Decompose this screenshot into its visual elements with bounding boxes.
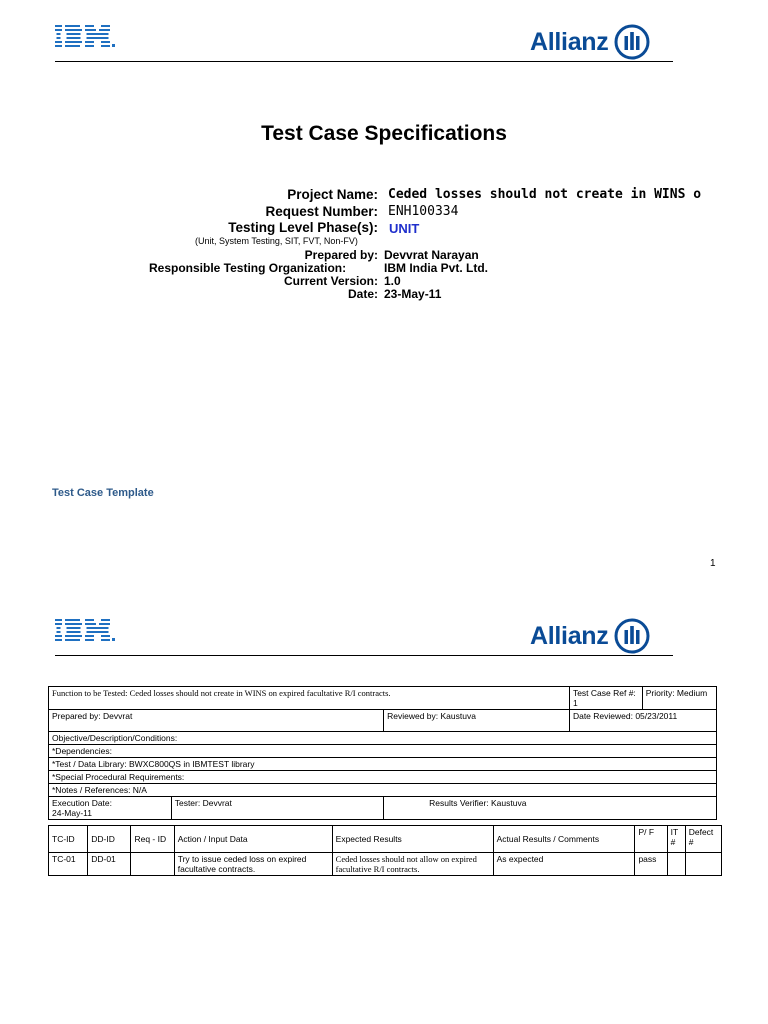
library-cell: *Test / Data Library: BWXC800QS in IBMTEST library bbox=[49, 758, 717, 771]
reviewed-by-cell: Reviewed by: Kaustuva bbox=[384, 710, 570, 732]
prepared-by-cell: Prepared by: Devvrat bbox=[49, 710, 384, 732]
dependencies-cell: *Dependencies: bbox=[49, 745, 717, 758]
ibm-logo bbox=[55, 24, 117, 48]
testing-level-hint: (Unit, System Testing, SIT, FVT, Non-FV) bbox=[195, 236, 358, 246]
request-number-label: Request Number: bbox=[265, 204, 378, 219]
header-req-id: Req - ID bbox=[131, 826, 174, 853]
project-name-label: Project Name: bbox=[287, 187, 378, 202]
org-label: Responsible Testing Organization: bbox=[149, 261, 347, 275]
version-label: Current Version: bbox=[283, 274, 378, 288]
special-requirements-cell: *Special Procedural Requirements: bbox=[49, 771, 717, 784]
steps-table bbox=[48, 825, 722, 876]
prepared-by-value: Devvrat Narayan bbox=[384, 248, 479, 262]
template-title: Test Case Template bbox=[52, 487, 154, 499]
header-defect: Defect # bbox=[685, 826, 721, 853]
org-value: IBM India Pvt. Ltd. bbox=[384, 261, 488, 275]
cell-it bbox=[667, 853, 685, 876]
cell-pf: pass bbox=[635, 853, 667, 876]
cell-defect bbox=[685, 853, 721, 876]
ibm-logo bbox=[55, 618, 117, 642]
header-action: Action / Input Data bbox=[174, 826, 332, 853]
verifier-cell: Results Verifier: Kaustuva bbox=[384, 797, 717, 820]
objective-cell: Objective/Description/Conditions: bbox=[49, 732, 717, 745]
header-pf: P/ F bbox=[635, 826, 667, 853]
steps-header-row bbox=[49, 826, 722, 853]
header-dd-id: DD-ID bbox=[88, 826, 131, 853]
allianz-eagle-icon bbox=[614, 24, 650, 60]
header-actual: Actual Results / Comments bbox=[493, 826, 635, 853]
tester-cell: Tester: Devvrat bbox=[171, 797, 383, 820]
testing-level-label: Testing Level Phase(s): bbox=[228, 220, 378, 235]
execution-date-label: Execution Date: bbox=[52, 798, 113, 808]
execution-date-value: 24-May-11 bbox=[52, 808, 92, 818]
date-value: 23-May-11 bbox=[384, 287, 442, 301]
request-number-value: ENH100334 bbox=[388, 204, 459, 219]
cell-actual: As expected bbox=[493, 853, 635, 876]
date-label: Date: bbox=[347, 287, 378, 301]
cell-expected: Ceded losses should not allow on expired facultative R/I contracts. bbox=[332, 853, 493, 876]
function-cell: Function to be Tested: Ceded losses should not create in WINS on expired facultative R/I contracts. bbox=[49, 687, 570, 710]
project-name-value: Ceded losses should not create in WINS o bbox=[388, 187, 702, 202]
page-number: 1 bbox=[710, 558, 716, 569]
allianz-logo: Allianz bbox=[530, 24, 650, 60]
allianz-logo: Allianz bbox=[530, 618, 650, 654]
cell-tc-id: TC-01 bbox=[49, 853, 88, 876]
header-tc-id: TC-ID bbox=[49, 826, 88, 853]
execution-date-cell bbox=[49, 797, 172, 820]
testing-level-value: UNIT bbox=[389, 221, 420, 236]
version-value: 1.0 bbox=[384, 274, 401, 288]
cell-req-id bbox=[131, 853, 174, 876]
priority-cell: Priority: Medium bbox=[642, 687, 716, 710]
spec-table bbox=[48, 686, 717, 820]
test-case-ref-cell: Test Case Ref #: 1 bbox=[569, 687, 642, 710]
date-reviewed-cell: Date Reviewed: 05/23/2011 bbox=[569, 710, 716, 732]
header-divider bbox=[55, 61, 673, 62]
notes-cell: *Notes / References: N/A bbox=[49, 784, 717, 797]
prepared-by-label: Prepared by: bbox=[304, 248, 378, 262]
allianz-eagle-icon bbox=[614, 618, 650, 654]
header-expected: Expected Results bbox=[332, 826, 493, 853]
header-it: IT # bbox=[667, 826, 685, 853]
cell-action: Try to issue ceded loss on expired facultative contracts. bbox=[174, 853, 332, 876]
document-title: Test Case Specifications bbox=[261, 122, 507, 145]
cell-dd-id: DD-01 bbox=[88, 853, 131, 876]
table-row bbox=[49, 853, 722, 876]
header-divider bbox=[55, 655, 673, 656]
